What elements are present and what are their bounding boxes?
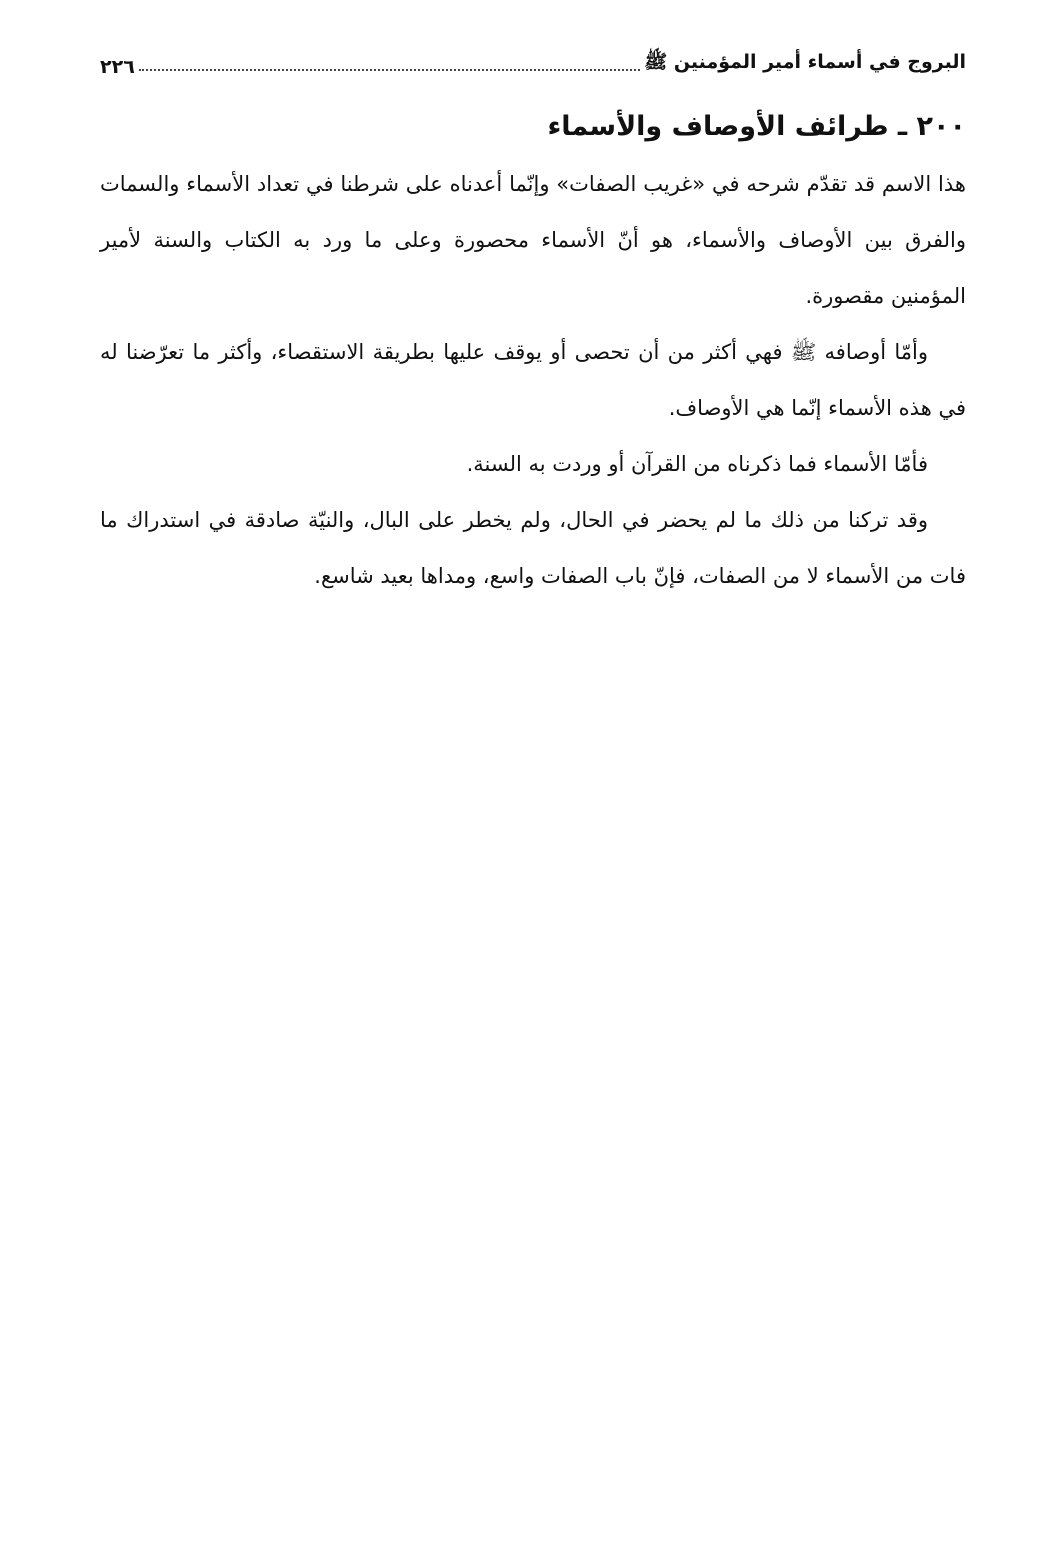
- header-dot-leader: [139, 69, 640, 71]
- paragraph-2: وأمّا أوصافه ﷺ فهي أكثر من أن تحصى أو يوقف عليها بطريقة الاستقصاء، وأكثر ما تعرّضنا له في هذه الأسماء إنّما هي الأوصاف.: [100, 340, 966, 420]
- entry-heading: ٢٠٠ ـ طرائف الأوصاف والأسماء: [547, 111, 966, 142]
- running-header: [100, 44, 966, 78]
- running-title: البروج في أسماء أمير المؤمنين ﷺ: [644, 51, 966, 73]
- paragraph-3: فأمّا الأسماء فما ذكرناه من القرآن أو وردت به السنة.: [466, 452, 928, 476]
- paragraph-1: هذا الاسم قد تقدّم شرحه في «غريب الصفات» وإنّما أعدناه على شرطنا في تعداد الأسماء والسمات والفرق بين الأوصاف والأسماء، هو أنّ الأسماء محصورة وعلى ما ورد به الكتاب والسنة لأمير المؤمنين مقصورة.: [100, 172, 966, 308]
- page-body: [100, 102, 966, 604]
- page-number: ٢٢٦: [100, 56, 135, 78]
- paragraph-4: وقد تركنا من ذلك ما لم يحضر في الحال، ولم يخطر على البال، والنيّة صادقة في استدراك ما فات من الأسماء لا من الصفات، فإنّ باب الصفات واسع، ومداها بعيد شاسع.: [100, 508, 966, 588]
